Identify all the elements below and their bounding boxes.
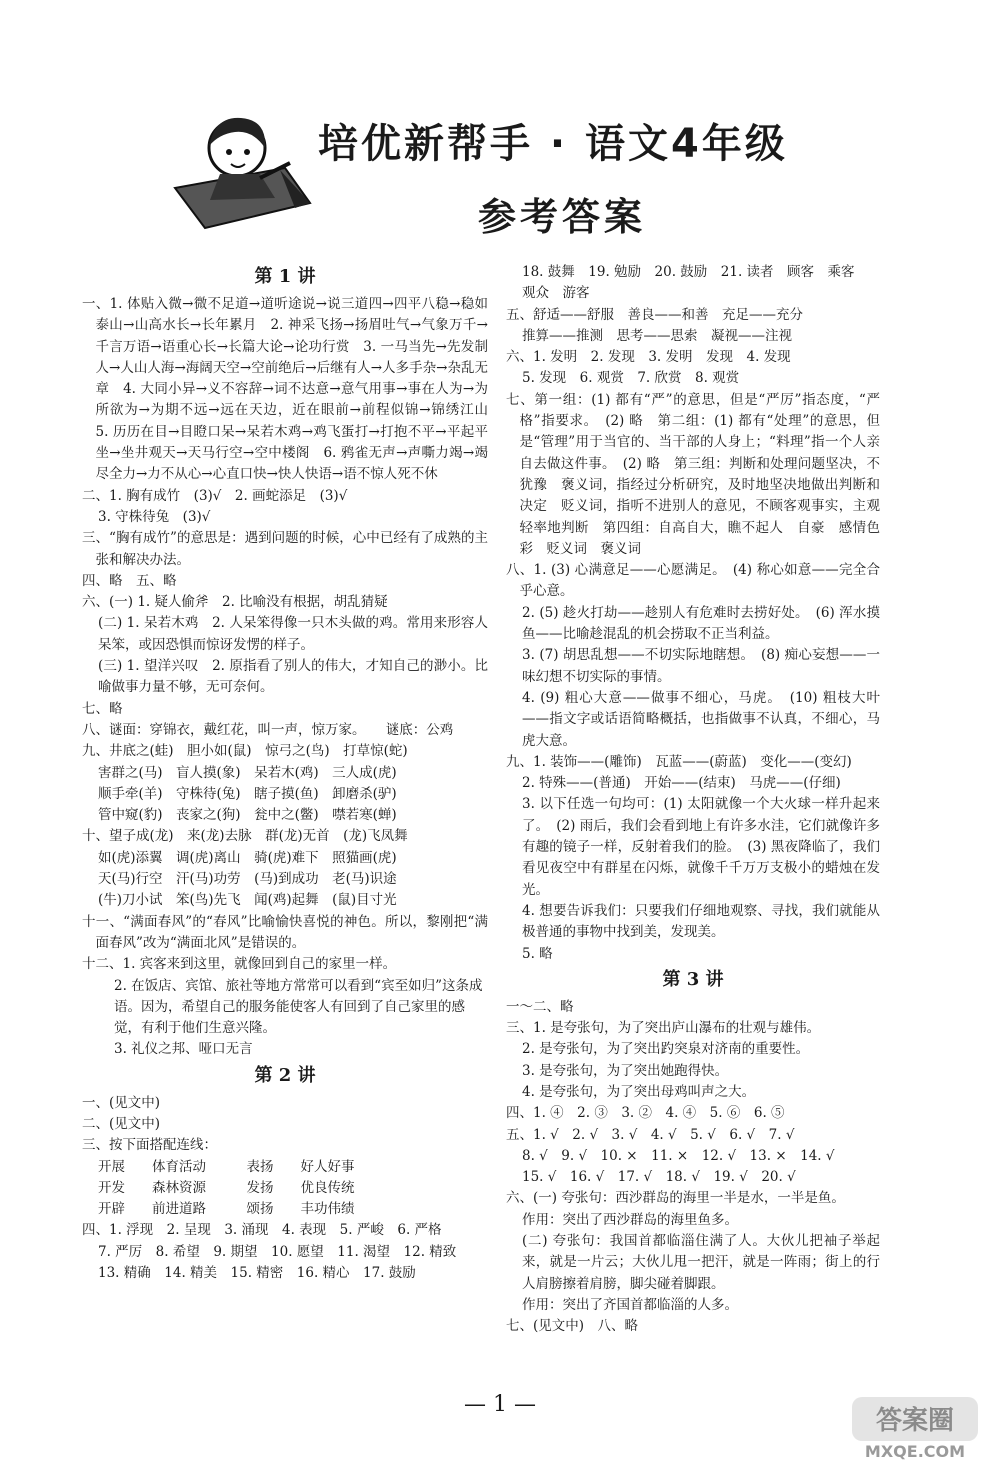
answer-line: 4. 想要告诉我们：只要我们仔细地观察、寻找，我们就能从极普通的事物中找到美，发现美。 xyxy=(522,902,880,941)
answer-line: 二、(见文中) xyxy=(82,1115,161,1132)
answer-line: 八、谜面：穿锦衣，戴红花，叫一声，惊万家。 谜底：公鸡 xyxy=(82,721,454,738)
answer-line: 七、(见文中) 八、略 xyxy=(506,1318,639,1335)
answer-line: 七、第一组：(1) 都有“严”的意思，但是“严厉”指态度，“严格”指要求。 (2) 略 第二组：(1) 都有“处理”的意思，但是“管理”用于当官的、当干部的人身上；“料理”指一个人亲自去做这件事。 (2) 略 第三组：判断和处理问题坚决，不犹豫 褒义词，指经过分析研究，及时地坚决地做出判断和决定 贬义词，指听不进别人的意见，不顾客观事实，主观轻率地判断 第四组：自高自大，瞧不起人 自豪 感情色彩 贬义词 褒义词 xyxy=(506,391,880,557)
answer-line: 4. (9) 粗心大意——做事不细心，马虎。 (10) 粗枝大叶——指文字或话语简略概括，也指做事不认真，不细心，马虎大意。 xyxy=(522,689,880,749)
answer-line: 2. (5) 趁火打劫——趁别人有危难时去捞好处。 (6) 浑水摸鱼——比喻趁混乱的机会捞取不正当利益。 xyxy=(522,604,880,643)
answer-line: 五、舒适——舒服 善良——和善 充足——充分 xyxy=(506,306,803,323)
answer-line: 十二、1. 宾客来到这里，就像回到自己的家里一样。 xyxy=(82,956,397,973)
svg-text:MXQE.COM: MXQE.COM xyxy=(864,1442,966,1461)
answer-line: 3. 是夸张句，为了突出她跑得快。 xyxy=(522,1062,729,1079)
answer-line: 7. 严厉 8. 希望 9. 期望 10. 愿望 11. 渴望 12. 精致 xyxy=(98,1243,457,1260)
answer-line: 作用：突出了齐国首都临淄的人多。 xyxy=(522,1296,738,1313)
answer-line: 十、望子成(龙) 来(龙)去脉 群(龙)无首 (龙)飞凤舞 xyxy=(82,828,408,845)
answer-line: 推算——推测 思考——思索 凝视——注视 xyxy=(522,327,792,344)
page-subtitle: 参考答案 xyxy=(478,195,647,239)
left-column xyxy=(82,262,502,1284)
answer-line: 一、1. 体贴入微→微不足道→道听途说→说三道四→四平八稳→稳如泰山→山高水长→长年累月 2. 神采飞扬→扬眉吐气→气象万千→千言万语→语重心长→长篇大论→论功行赏 3. 一马当先→先发制人→人山人海→海阔天空→空前绝后→后继有人→人多手杂→杂乱无章 4. 大同小异→义不容辞→词不达意→意气用事→事在人为→为所欲为→为期不远→远在天边，近在眼前→前程似锦→锦绣江山 5. 历历在目→目瞪口呆→呆若木鸡→鸡飞蛋打→打抱不平→平起平坐→坐井观天→天马行空→空中楼阁 6. 鸦雀无声→声嘶力竭→竭尽全力→力不从心→心直口快→快人快语→语不惊人死不休 xyxy=(82,296,502,483)
answer-line: 一～二、略 xyxy=(506,998,574,1015)
answer-line: 六、1. 发明 2. 发现 3. 发明 发现 4. 发现 xyxy=(506,349,791,366)
answer-line: 开发 森林资源 发扬 优良传统 xyxy=(98,1179,355,1196)
answer-line: 七、略 xyxy=(82,700,123,717)
svg-text:答案圈: 答案圈 xyxy=(875,1406,955,1436)
answer-line: 5. 发现 6. 观赏 7. 欣赏 8. 观赏 xyxy=(522,370,740,387)
answer-line: 管中窥(豹) 丧家之(狗) 瓮中之(鳖) 噤若寒(蝉) xyxy=(98,807,397,824)
answer-line: 2. 在饭店、宾馆、旅社等地方常常可以看到“宾至如归”这条成语。因为，希望自己的服务能使客人有回到了自己家里的感觉，有利于他们生意兴隆。 xyxy=(114,977,483,1037)
answer-line: 三、1. 是夸张句，为了突出庐山瀑布的壮观与雄伟。 xyxy=(506,1020,821,1037)
answer-line: 六、(一) 夸张句：西沙群岛的海里一半是水，一半是鱼。 xyxy=(506,1190,845,1207)
answer-line: 3. (7) 胡思乱想——不切实际地瞎想。 (8) 痴心妄想——一味幻想不切实际的事情。 xyxy=(522,647,880,685)
answer-line: (三) 1. 望洋兴叹 2. 原指看了别人的伟大，才知自己的渺小。比喻做事力量不够，无可奈何。 xyxy=(98,658,488,696)
answer-line: 顺手牵(羊) 守株待(兔) 瞎子摸(鱼) 卸磨杀(驴) xyxy=(98,785,397,802)
answer-line: 作用：突出了西沙群岛的海里鱼多。 xyxy=(522,1211,738,1228)
answer-line: 观众 游客 xyxy=(522,285,590,302)
answer-line: 13. 精确 14. 精美 15. 精密 16. 精心 17. 鼓励 xyxy=(98,1265,416,1282)
answer-line: 五、1. √ 2. √ 3. √ 4. √ 5. √ 6. √ 7. √ xyxy=(506,1126,795,1143)
section-heading: 第 3 讲 xyxy=(662,968,724,990)
answer-line: 18. 鼓舞 19. 勉励 20. 鼓励 21. 读者 顾客 乘客 xyxy=(522,264,855,280)
answer-line: 四、略 五、略 xyxy=(82,572,177,589)
answer-line: 如(虎)添翼 调(虎)离山 骑(虎)难下 照猫画(虎) xyxy=(98,849,397,866)
girl-on-pencil-illustration xyxy=(165,108,315,238)
answer-line: 3. 守株待兔 (3)√ xyxy=(98,508,211,525)
answer-line: 二、1. 胸有成竹 (3)√ 2. 画蛇添足 (3)√ xyxy=(82,487,348,504)
answer-line: 2. 是夸张句，为了突出趵突泉对济南的重要性。 xyxy=(522,1041,810,1058)
right-column xyxy=(506,262,880,1338)
answer-line: 四、1. ④ 2. ③ 3. ② 4. ④ 5. ⑥ 6. ⑤ xyxy=(506,1105,785,1122)
answer-line: 2. 特殊——(普通) 开始——(结束) 马虎——(仔细) xyxy=(522,775,841,792)
answer-line: 天(马)行空 汗(马)功劳 (马)到成功 老(马)识途 xyxy=(98,871,397,888)
answer-line: 8. √ 9. √ 10. × 11. × 12. √ 13. × 14. √ xyxy=(522,1147,835,1164)
answer-line: 三、“胸有成竹”的意思是：遇到问题的时候，心中已经有了成熟的主张和解决办法。 xyxy=(82,530,488,568)
answer-line: 害群之(马) 盲人摸(象) 呆若木(鸡) 三人成(虎) xyxy=(98,764,397,781)
page-number: — 1 — xyxy=(464,1392,536,1417)
answer-line: 六、(一) 1. 疑人偷斧 2. 比喻没有根据，胡乱猜疑 xyxy=(82,594,388,611)
section-heading: 第 2 讲 xyxy=(254,1064,316,1086)
page-title: 培优新帮手 · 语文4年级 xyxy=(318,121,788,167)
answer-line: 九、1. 装饰——(雕饰) 瓦蓝——(蔚蓝) 变化——(变幻) xyxy=(506,753,852,770)
answer-line: (二) 夸张句：我国首都临淄住满了人。大伙儿把袖子举起来，就是一片云；大伙儿甩一把汗，就是一阵雨；街上的行人肩膀擦着肩膀，脚尖碰着脚跟。 xyxy=(522,1233,880,1292)
answer-line: 3. 以下任选一句均可：(1) 太阳就像一个大火球一样升起来了。 (2) 雨后，我们会看到地上有许多水洼，它们就像许多有趣的镜子一样，反射着我们的脸。 (3) 黑夜降临了，我们看见夜空中有群星在闪烁，就像千千万万支极小的蜡烛在发光。 xyxy=(522,796,880,898)
answer-line: 开展 体育活动 表扬 好人好事 xyxy=(98,1158,355,1175)
answer-line: 八、1. (3) 心满意足——心愿满足。 (4) 称心如意——完全合乎心意。 xyxy=(506,562,880,600)
answer-line: 开辟 前进道路 颂扬 丰功伟绩 xyxy=(98,1201,355,1218)
answer-line: (二) 1. 呆若木鸡 2. 人呆笨得像一只木头做的鸡。常用来形容人呆笨，或因恐惧而惊讶发愣的样子。 xyxy=(98,615,488,653)
answer-line: 4. 是夸张句，为了突出母鸡叫声之大。 xyxy=(522,1083,756,1100)
answer-line: 三、按下面搭配连线： xyxy=(82,1137,217,1154)
answer-line: 四、1. 浮现 2. 呈现 3. 涌现 4. 表现 5. 严峻 6. 严格 xyxy=(82,1222,442,1239)
answer-line: 15. √ 16. √ 17. √ 18. √ 19. √ 20. √ xyxy=(522,1169,796,1186)
answer-line: 3. 礼仪之邦、哑口无言 xyxy=(114,1041,253,1058)
answer-line: 十一、“满面春风”的“春风”比喻愉快喜悦的神色。所以，黎刚把“满面春风”改为“满面北风”是错误的。 xyxy=(82,913,488,951)
answer-line: 5. 略 xyxy=(522,945,553,962)
answer-line: 一、(见文中) xyxy=(82,1094,161,1111)
section-heading: 第 1 讲 xyxy=(254,266,316,287)
watermark-logo xyxy=(850,1395,980,1463)
page-header xyxy=(0,0,1000,250)
answer-line: 九、井底之(蛙) 胆小如(鼠) 惊弓之(鸟) 打草惊(蛇) xyxy=(82,743,408,760)
answer-line: (牛)刀小试 笨(鸟)先飞 闻(鸡)起舞 (鼠)目寸光 xyxy=(98,892,397,909)
